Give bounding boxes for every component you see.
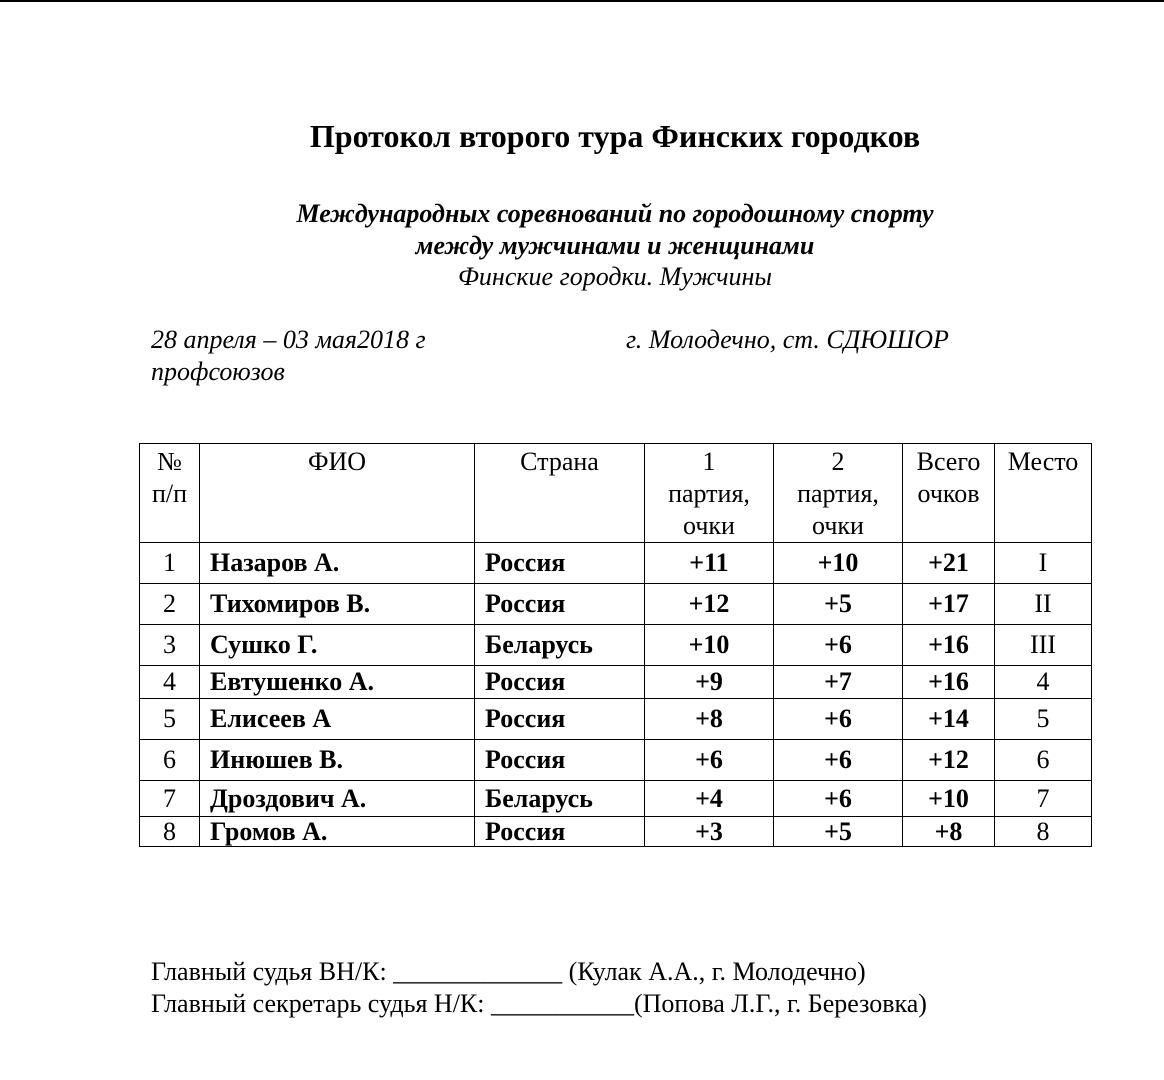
subtitle-line-2: между мужчинами и женщинами [415, 231, 815, 260]
cell-name: Елисеев А [200, 699, 475, 740]
cell-place: III [995, 625, 1092, 666]
cell-total: +17 [903, 584, 995, 625]
cell-name: Назаров А. [200, 543, 475, 584]
cell-round1: +6 [645, 740, 774, 781]
table-row [140, 699, 1092, 740]
cell-name: Сушко Г. [200, 625, 475, 666]
cell-country: Россия [475, 584, 645, 625]
header-country-text: Страна [520, 447, 599, 476]
cell-round2: +6 [774, 699, 903, 740]
cell-round2: +5 [774, 817, 903, 847]
table-row [140, 781, 1092, 817]
cell-name: Тихомиров В. [200, 584, 475, 625]
header-round1-line1: 1 [702, 447, 716, 476]
cell-country: Россия [475, 817, 645, 847]
cell-country: Россия [475, 666, 645, 699]
cell-country: Россия [475, 699, 645, 740]
event-place: г. Молодечно, ст. СДЮШОР [626, 325, 949, 354]
cell-place: 8 [995, 817, 1092, 847]
cell-round1: +10 [645, 625, 774, 666]
cell-round1: +12 [645, 584, 774, 625]
cell-place: 6 [995, 740, 1092, 781]
header-number-line2: п/п [151, 479, 188, 508]
header-total [903, 444, 995, 543]
results-table [139, 443, 1092, 847]
header-round1-line2: партия, [668, 479, 750, 508]
top-border-line [0, 0, 1164, 2]
cell-number: 7 [140, 781, 200, 817]
header-round2 [774, 444, 903, 543]
cell-round2: +10 [774, 543, 903, 584]
table-row [140, 666, 1092, 699]
chief-judge-line: Главный судья ВН/К: _____________ (Кулак А.А., г. Молодечно) [151, 957, 866, 986]
cell-place: 7 [995, 781, 1092, 817]
table-row [140, 817, 1092, 847]
header-place [995, 444, 1092, 543]
cell-number: 2 [140, 584, 200, 625]
cell-country: Россия [475, 740, 645, 781]
cell-country: Беларусь [475, 625, 645, 666]
header-number [140, 444, 200, 543]
cell-total: +12 [903, 740, 995, 781]
cell-round1: +3 [645, 817, 774, 847]
cell-round1: +4 [645, 781, 774, 817]
header-round1-line3: очки [683, 511, 735, 540]
cell-round2: +6 [774, 740, 903, 781]
cell-place: I [995, 543, 1092, 584]
page-title: Протокол второго тура Финских городков [309, 118, 921, 154]
cell-total: +8 [903, 817, 995, 847]
subtitle-line-3: Финские городки. Мужчины [458, 262, 772, 291]
cell-number: 5 [140, 699, 200, 740]
cell-name: Инюшев В. [200, 740, 475, 781]
header-total-line2: очков [917, 479, 980, 508]
cell-place: 4 [995, 666, 1092, 699]
header-number-line1: № [157, 447, 182, 476]
cell-round1: +9 [645, 666, 774, 699]
header-round1 [645, 444, 774, 543]
cell-name: Громов А. [200, 817, 475, 847]
cell-round1: +11 [645, 543, 774, 584]
cell-round2: +6 [774, 781, 903, 817]
header-row [140, 444, 1092, 543]
cell-round2: +7 [774, 666, 903, 699]
cell-number: 6 [140, 740, 200, 781]
cell-number: 4 [140, 666, 200, 699]
cell-number: 1 [140, 543, 200, 584]
header-round2-line2: партия, [797, 479, 879, 508]
cell-total: +10 [903, 781, 995, 817]
table-row [140, 584, 1092, 625]
cell-country: Беларусь [475, 781, 645, 817]
cell-total: +21 [903, 543, 995, 584]
header-place-text: Место [1007, 447, 1079, 476]
cell-round1: +8 [645, 699, 774, 740]
cell-round2: +6 [774, 625, 903, 666]
header-round2-line1: 2 [831, 447, 845, 476]
cell-number: 3 [140, 625, 200, 666]
cell-round2: +5 [774, 584, 903, 625]
header-country [475, 444, 645, 543]
table-row [140, 740, 1092, 781]
cell-total: +14 [903, 699, 995, 740]
chief-secretary-line: Главный секретарь судья Н/К: ___________(Попова Л.Г., г. Березовка) [151, 989, 927, 1018]
cell-total: +16 [903, 625, 995, 666]
table-row [140, 625, 1092, 666]
header-total-line1: Всего [916, 447, 981, 476]
signatures-block [151, 956, 927, 1020]
subtitle-line-1: Международных соревнований по городошному спорту [296, 199, 934, 228]
header-round2-line3: очки [812, 511, 864, 540]
cell-place: 5 [995, 699, 1092, 740]
cell-place: II [995, 584, 1092, 625]
event-dates: 28 апреля – 03 мая2018 г [151, 325, 426, 354]
header-name [200, 444, 475, 543]
cell-name: Евтушенко А. [200, 666, 475, 699]
table-row [140, 543, 1092, 584]
event-place-continued: профсоюзов [151, 357, 285, 386]
cell-total: +16 [903, 666, 995, 699]
cell-number: 8 [140, 817, 200, 847]
cell-name: Дроздович А. [200, 781, 475, 817]
cell-country: Россия [475, 543, 645, 584]
header-name-text: ФИО [307, 447, 367, 476]
